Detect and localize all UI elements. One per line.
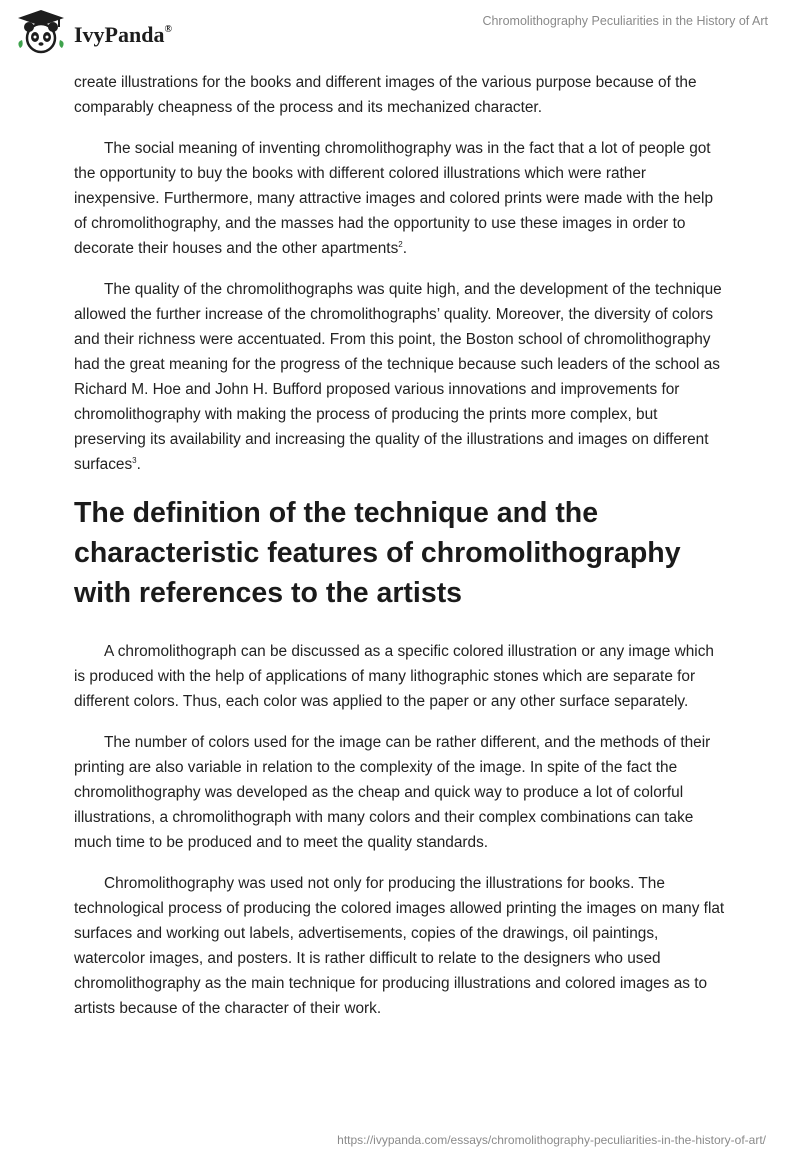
footer-url-link[interactable]: https://ivypanda.com/essays/chromolithography-peculiarities-in-the-history-of-art/: [337, 1133, 766, 1147]
essay-body: [74, 70, 726, 1037]
logo-text: IvyPanda: [74, 22, 165, 47]
paragraph-number-of-colors: The number of colors used for the image can be rather different, and the methods of their printing are also variable in relation to the complexity of the image. In spite of the fact the chromolithography was developed as the cheap and quick way to produce a lot of colorful illustrations, a chromolithograph with many colors and their complex combinations can take much time to be produced and to meet the quality standards.: [74, 734, 711, 851]
document-title: Chromolithography Peculiarities in the History of Art: [482, 14, 768, 28]
panda-graduate-icon: [14, 8, 68, 56]
paragraph-definition: A chromolithograph can be discussed as a specific colored illustration or any image which is produced with the help of applications of many lithographic stones which are separate for different colors. Thus, each color was applied to the paper or any other surface separately.: [74, 643, 714, 710]
footnote-ref-3[interactable]: 3: [132, 456, 137, 465]
paragraph-quality: The quality of the chromolithographs was quite high, and the development of the technique allowed the further increase of the chromolithographs’ quality. Moreover, the diversity of colors and their richness were accentuated. From this point, the Boston school of chromolithography had the great meaning for the progress of the technique because such leaders of the school as Richard M. Hoe and John H. Bufford proposed various innovations and improvements for chromolithography with making the process of producing the prints more complex, but preserving its availability and increasing the quality of the illustrations and images on different surfaces$^3$.: [74, 281, 722, 473]
page-header: [0, 0, 800, 60]
paragraph-social-meaning: The social meaning of inventing chromolithography was in the fact that a lot of people got the opportunity to buy the books with different colored illustrations which were rather inexpensive. Furthermore, many attractive images and colored prints were made with the help of chromolithography, and the masses had the opportunity to use these images in order to decorate their houses and the other apartments$^2$.: [74, 140, 714, 257]
ivypanda-logo[interactable]: [14, 8, 214, 56]
paragraph-intro-continuation: create illustrations for the books and different images of the various purpose because of the comparably cheapness of the process and its mechanized character.: [74, 74, 697, 116]
section-heading: The definition of the technique and the characteristic features of chromolithography with references to the artists: [74, 497, 681, 609]
footnote-ref-2[interactable]: 2: [398, 240, 403, 249]
registered-mark: ®: [164, 24, 172, 35]
logo-wordmark: [74, 22, 172, 48]
paragraph-uses: Chromolithography was used not only for producing the illustrations for books. The technological process of producing the colored images allowed printing the images on many flat surfaces and working out labels, advertisements, copies of the drawings, oil paintings, watercolor images, and posters. It is rather difficult to relate to the designers who used chromolithography as the main technique for producing illustrations and colored images as to artists because of the character of their work.: [74, 875, 725, 1017]
